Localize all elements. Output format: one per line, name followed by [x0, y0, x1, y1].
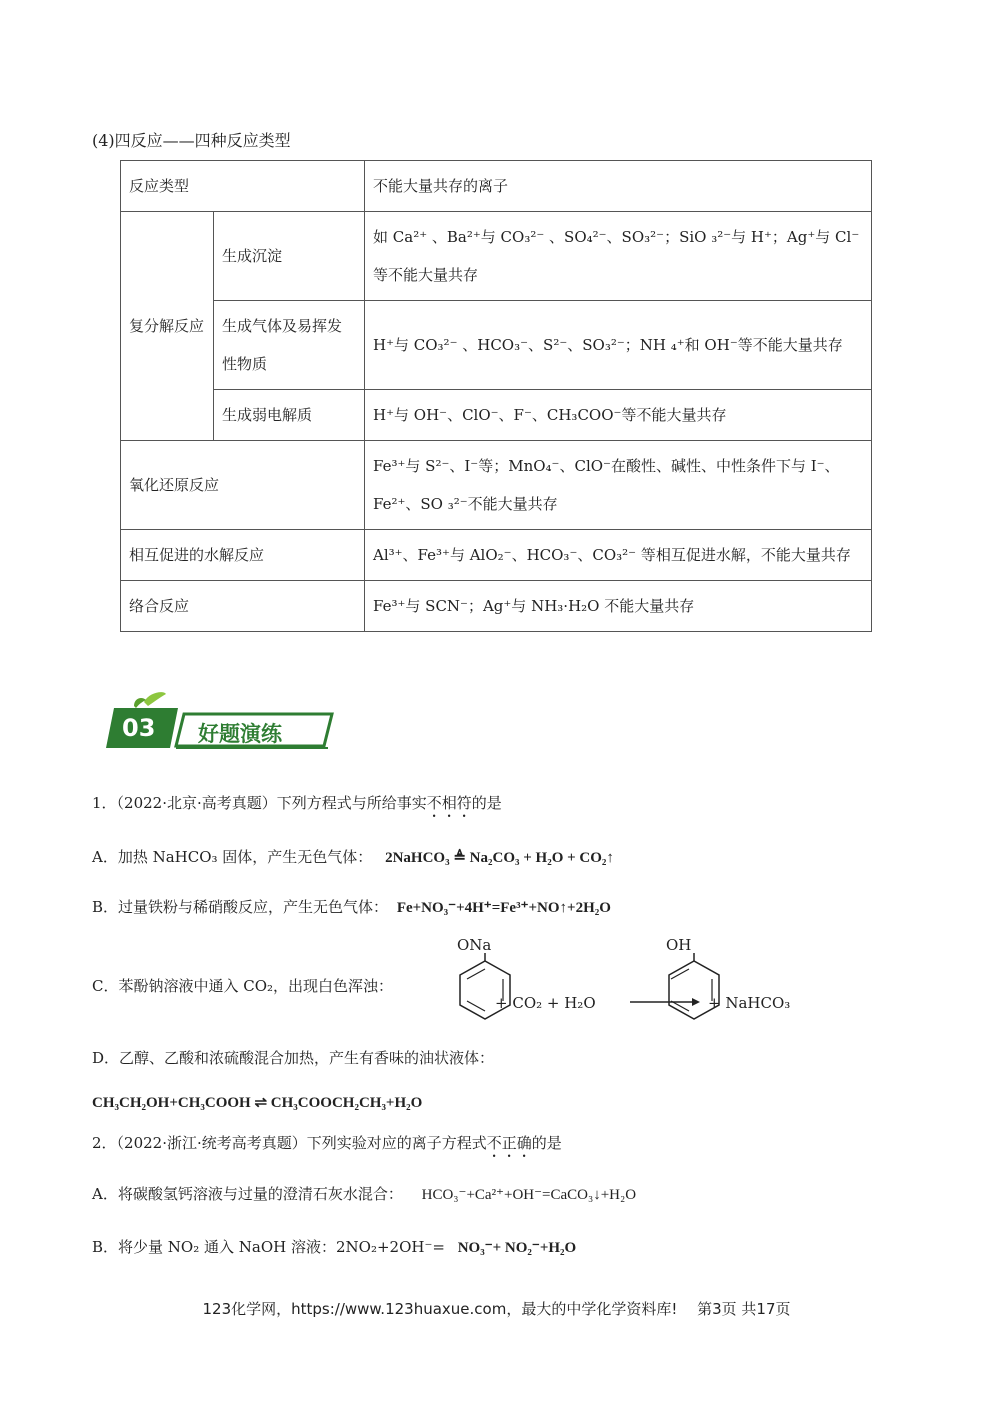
equation: HCO₃⁻+Ca²⁺+OH⁻=CaCO₃↓+H₂O — [421, 1187, 637, 1203]
equation: 2NaHCO₃ ≜ Na₂CO₃ + H₂O + CO₂↑ — [385, 850, 614, 866]
table-cell-ions: Fe³⁺与 SCN⁻；Ag⁺与 NH₃·H₂O 不能大量共存 — [365, 581, 872, 632]
question-2-stem: 2．（2022·浙江·统考高考真题）下列实验对应的离子方程式不正确的是 — [92, 1134, 562, 1152]
substituent-label: OH — [666, 936, 692, 954]
table-cell-ions: 如 Ca²⁺ 、Ba²⁺与 CO₃²⁻ 、SO₄²⁻、SO₃²⁻；SiO ₃²⁻与 H⁺；Ag⁺与 Cl⁻等不能大量共存 — [365, 212, 872, 301]
table-cell-category: 络合反应 — [121, 581, 365, 632]
table-cell-subtype: 生成弱电解质 — [214, 390, 365, 441]
table-row — [121, 212, 872, 301]
table-row — [121, 530, 872, 581]
table-cell-category: 复分解反应 — [121, 212, 214, 441]
page-footer: 123化学网，https://www.123huaxue.com，最大的中学化学资料库! 第3页 共17页 — [202, 1300, 791, 1318]
section-heading: (4)四反应——四种反应类型 — [92, 131, 291, 150]
question-1-option-d-equation — [92, 1093, 422, 1112]
question-2-option-a: A．将碳酸氢钙溶液与过量的澄清石灰水混合： HCO₃⁻+Ca²⁺+OH⁻=CaCO₃↓+H₂O — [92, 1185, 637, 1203]
reaction-type-table — [120, 160, 872, 632]
equation: Fe+NO₃⁻+4H⁺=Fe³⁺+NO↑+2H₂O — [396, 900, 611, 916]
question-1-stem: 1．（2022·北京·高考真题）下列方程式与所给事实不相符的是 — [92, 794, 502, 812]
table-row — [121, 301, 872, 390]
table-cell-subtype: 生成气体及易挥发性物质 — [214, 301, 365, 390]
equation: NO₃⁻+ NO₂⁻+H₂O — [457, 1240, 577, 1256]
table-cell-subtype: 生成沉淀 — [214, 212, 365, 301]
table-cell-category: 氧化还原反应 — [121, 441, 365, 530]
question-1-option-c: C．苯酚钠溶液中通入 CO₂，出现白色浑浊： — [92, 977, 394, 995]
question-1-option-d: D．乙醇、乙酸和浓硫酸混合加热，产生有香味的油状液体： — [92, 1049, 495, 1067]
table-row — [121, 161, 872, 212]
reaction-products: + NaHCO₃ — [708, 994, 791, 1012]
reaction-reagents: + CO₂ + H₂O — [495, 994, 596, 1012]
table-header-type: 反应类型 — [121, 161, 365, 212]
table-cell-ions: H⁺与 OH⁻、ClO⁻、F⁻、CH₃COO⁻等不能大量共存 — [365, 390, 872, 441]
equation: CH₃CH₂OH+CH₃COOH ⇌ CH₃COOCH₂CH₃+H₂O — [92, 1095, 423, 1111]
table-row — [121, 390, 872, 441]
question-2-option-b: B．将少量 NO₂ 通入 NaOH 溶液：2NO₂+2OH⁻= NO₃⁻+ NO₂⁻+H₂O — [92, 1238, 577, 1256]
table-cell-ions: Fe³⁺与 S²⁻、I⁻等；MnO₄⁻、ClO⁻在酸性、碱性、中性条件下与 I⁻、Fe²⁺、SO ₃²⁻不能大量共存 — [365, 441, 872, 530]
table-cell-ions: H⁺与 CO₃²⁻ 、HCO₃⁻、S²⁻、SO₃²⁻；NH ₄⁺和 OH⁻等不能大量共存 — [365, 301, 872, 390]
table-row — [121, 581, 872, 632]
table-cell-category: 相互促进的水解反应 — [121, 530, 365, 581]
substituent-label: ONa — [457, 936, 492, 954]
question-1-option-a: A．加热 NaHCO₃ 固体，产生无色气体： 2NaHCO₃ ≜ Na₂CO₃ + H₂O + CO₂↑ — [92, 848, 614, 866]
table-header-ions: 不能大量共存的离子 — [365, 161, 872, 212]
table-row — [121, 441, 872, 530]
banner-number: 03 — [122, 714, 156, 742]
question-1-option-b: B．过量铁粉与稀硝酸反应，产生无色气体： Fe+NO₃⁻+4H⁺=Fe³⁺+NO↑+2H₂O — [92, 898, 611, 916]
section-banner — [104, 690, 344, 752]
table-cell-ions: Al³⁺、Fe³⁺与 AlO₂⁻、HCO₃⁻、CO₃²⁻ 等相互促进水解，不能大量共存 — [365, 530, 872, 581]
banner-title: 好题演练 — [198, 722, 282, 746]
